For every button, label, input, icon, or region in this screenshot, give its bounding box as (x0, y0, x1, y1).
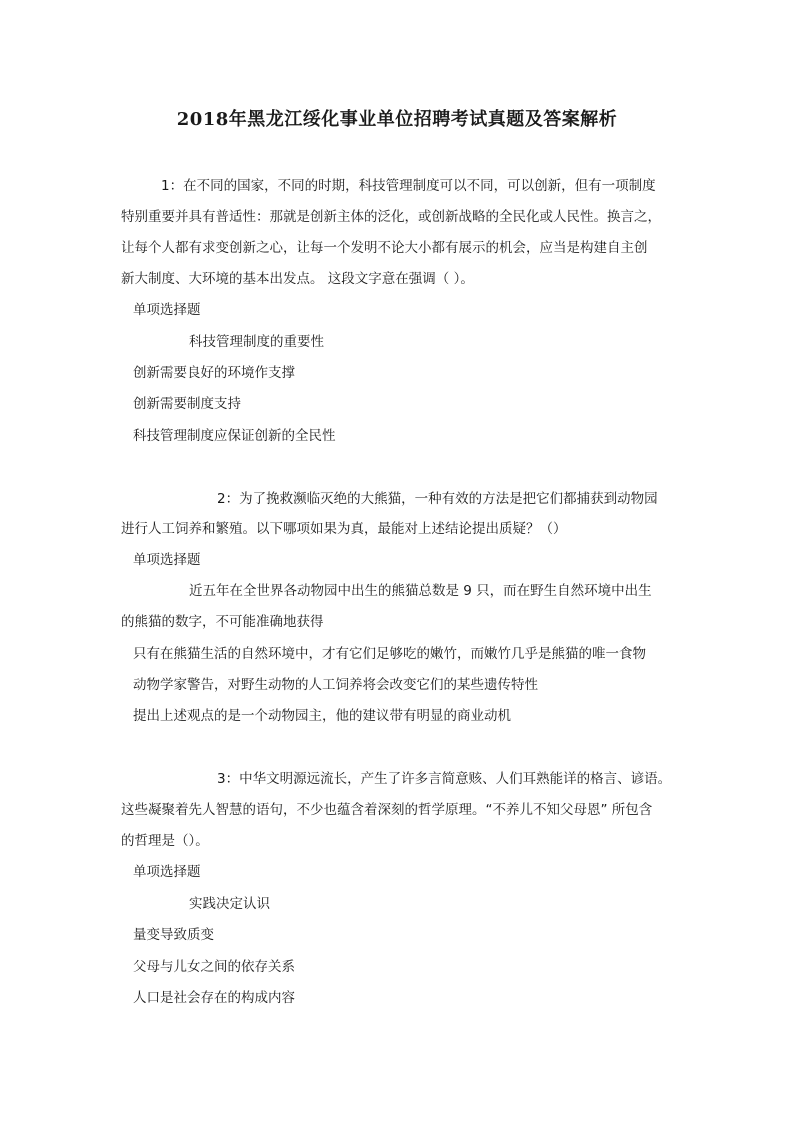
question-text-line: 这些凝聚着先人智慧的语句，不少也蕴含着深刻的哲学原理。“不养儿不知父母恩” 所包含 (121, 802, 653, 818)
question-type: 单项选择题 (133, 302, 201, 318)
option-b: 只有在熊猫生活的自然环境中，才有它们足够吃的嫩竹，而嫩竹几乎是熊猫的唯一食物 (133, 646, 646, 662)
option-b: 创新需要良好的环境作支撑 (133, 365, 295, 381)
question-text-line: 特别重要并具有普适性：那就是创新主体的泛化，或创新战略的全民化或人民性。换言之， (121, 209, 661, 225)
option-a: 近五年在全世界各动物园中出生的熊猫总数是 9 只，而在野生自然环境中出生 (189, 583, 652, 599)
option-d: 提出上述观点的是一个动物园主，他的建议带有明显的商业动机 (133, 708, 511, 724)
option-c: 动物学家警告，对野生动物的人工饲养将会改变它们的某些遗传特性 (133, 677, 538, 693)
option-c: 创新需要制度支持 (133, 396, 241, 412)
option-a-continued: 的熊猫的数字，不可能准确地获得 (121, 614, 324, 630)
option-a: 实践决定认识 (189, 896, 270, 912)
page-title: 2018年黑龙江绥化事业单位招聘考试真题及答案解析 (176, 109, 618, 130)
option-d: 人口是社会存在的构成内容 (133, 990, 295, 1006)
question-text-line: 1：在不同的国家，不同的时期，科技管理制度可以不同，可以创新，但有一项制度 (161, 178, 656, 194)
question-text-line: 进行人工饲养和繁殖。以下哪项如果为真，最能对上述结论提出质疑？（） (121, 521, 567, 537)
question-text-line: 让每个人都有求变创新之心，让每一个发明不论大小都有展示的机会，应当是构建自主创 (121, 240, 648, 256)
option-d: 科技管理制度应保证创新的全民性 (133, 428, 336, 444)
question-text-line: 新大制度、大环境的基本出发点。 这段文字意在强调（ ）。 (121, 271, 474, 287)
option-a: 科技管理制度的重要性 (189, 334, 324, 350)
option-b: 量变导致质变 (133, 927, 214, 943)
question-type: 单项选择题 (133, 864, 201, 880)
question-text-line: 3：中华文明源远流长，产生了许多言简意赅、人们耳熟能详的格言、谚语。 (217, 771, 672, 787)
question-text-line: 的哲理是（）。 (121, 833, 209, 849)
option-c: 父母与儿女之间的依存关系 (133, 959, 295, 975)
question-type: 单项选择题 (133, 552, 201, 568)
question-text-line: 2：为了挽救濒临灭绝的大熊猫，一种有效的方法是把它们都捕获到动物园 (217, 491, 658, 507)
